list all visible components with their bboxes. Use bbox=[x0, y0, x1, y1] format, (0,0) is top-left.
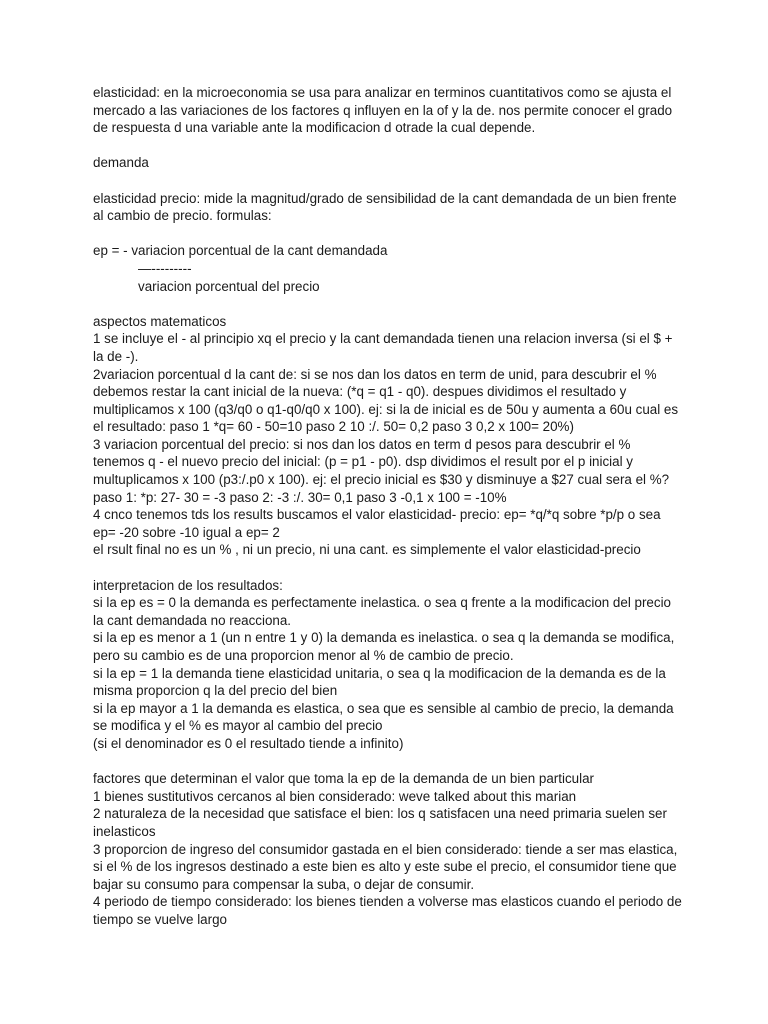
section-heading-interpretacion: interpretacion de los resultados: bbox=[93, 577, 283, 593]
list-item-3: 3 variacion porcentual del precio: si nos dan los datos en term d pesos para descubrir el % tenemos q - el nuevo precio del inicial: (p = p1 - p0). dsp dividimos el result por el p inicial y multuplicamos x 100 (p3:/.p0 x 100). ej: el precio inicial es $30 y disminuye a $27 cual sera el %? paso 1: *p: 27- 30 = -3 paso 2: -3 :/. 30= 0,1 paso 3 -0,1 x 100 = -10% bbox=[93, 436, 670, 505]
interpretation-item-greater-than-one: si la ep mayor a 1 la demanda es elastica, o sea que es sensible al cambio de precio, la demanda se modifica y el % es mayor al cambio del precio bbox=[93, 700, 674, 734]
interpretation-item-equal-one: si la ep = 1 la demanda tiene elasticidad unitaria, o sea q la modificacion de la demanda es de la misma proporcion q la del precio del bien bbox=[93, 665, 666, 699]
factor-item-2: 2 naturaleza de la necesidad que satisface el bien: los q satisfacen una need primaria suelen ser inelasticos bbox=[93, 806, 667, 839]
interpretation-note-infinity: (si el denominador es 0 el resultado tiende a infinito) bbox=[93, 735, 404, 751]
blank-line bbox=[93, 295, 683, 313]
factor-item-4: 4 periodo de tiempo considerado: los bienes tienden a volverse mas elasticos cuando el periodo de tiempo se vuelve largo bbox=[93, 894, 682, 927]
document-body bbox=[93, 84, 683, 929]
list-item-2: 2variacion porcentual d la cant de: si se nos dan los datos en term de unid, para descubrir el % debemos restar la cant inicial de la nueva: (*q = q1 - q0). despues dividimos el resultado y multiplicamos x 100 (q3/q0 o q1-q0/q0 x 100). ej: si la de inicial es de 50u y aumenta a 60u cual es el resultado: paso 1 *q= 60 - 50=10 paso 2 10 :/. 50= 0,2 paso 3 0,2 x 100= 20%) bbox=[93, 366, 679, 435]
blank-line bbox=[93, 137, 683, 155]
factor-item-1: 1 bienes sustitutivos cercanos al bien considerado: weve talked about this marian bbox=[93, 788, 577, 804]
blank-line bbox=[93, 225, 683, 243]
formula-numerator: ep = - variacion porcentual de la cant demandada bbox=[93, 243, 388, 259]
blank-line bbox=[93, 172, 683, 190]
formula-fraction-bar: —--------- bbox=[138, 260, 192, 276]
paragraph-elasticidad-precio: elasticidad precio: mide la magnitud/grado de sensibilidad de la cant demandada de un bien frente al cambio de precio. formulas: bbox=[93, 190, 677, 224]
factor-item-3: 3 proporcion de ingreso del consumidor gastada en el bien considerado: tiende a ser mas elastica, si el % de los ingresos destinado a este bien es alto y este sube el precio, el consumidor tiene que bajar su consumo para compensar la suba, o dejar de consumir. bbox=[93, 841, 678, 892]
formula-denominator: variacion porcentual del precio bbox=[138, 278, 320, 294]
section-heading-factores: factores que determinan el valor que toma la ep de la demanda de un bien particular bbox=[93, 771, 594, 787]
paragraph-definition: elasticidad: en la microeconomia se usa para analizar en terminos cuantitativos como se ajusta el mercado a las variaciones de los factores q influyen en la of y la de. nos permite conocer el grado de respuesta d una variable ante la modificacion d otrade la cual depende. bbox=[93, 85, 673, 136]
list-item-4: 4 cnco tenemos tds los results buscamos el valor elasticidad- precio: ep= *q/*q sobre *p/p o sea ep= -20 sobre -10 igual a ep= 2 bbox=[93, 507, 661, 540]
list-item-1: 1 se incluye el - al principio xq el precio y la cant demandada tienen una relacion inversa (si el $ + la de -). bbox=[93, 331, 673, 364]
interpretation-item-zero: si la ep es = 0 la demanda es perfectamente inelastica. o sea q frente a la modificacion del precio la cant demandada no reacciona. bbox=[93, 595, 671, 628]
section-heading-demanda: demanda bbox=[93, 155, 149, 171]
blank-line bbox=[93, 753, 683, 771]
paragraph-result-note: el rsult final no es un % , ni un precio, ni una cant. es simplemente el valor elasticidad-precio bbox=[93, 542, 641, 558]
interpretation-item-less-than-one: si la ep es menor a 1 (un n entre 1 y 0) la demanda es inelastica. o sea q la demanda se modifica, pero su cambio es de una proporcion menor al % de cambio de precio. bbox=[93, 630, 675, 663]
blank-line bbox=[93, 559, 683, 577]
section-heading-aspectos: aspectos matematicos bbox=[93, 313, 227, 329]
